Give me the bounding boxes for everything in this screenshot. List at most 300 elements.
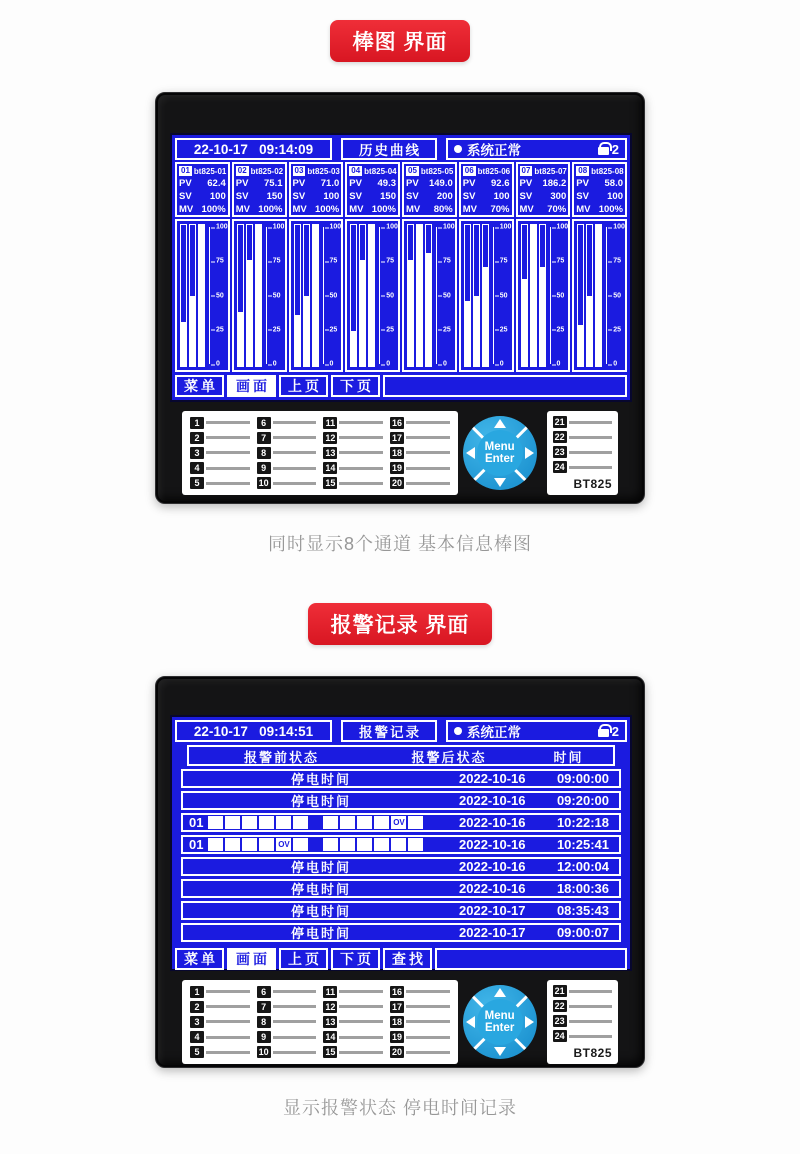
alarm-state-box	[340, 838, 355, 851]
enter-label: Enter	[484, 453, 515, 465]
key-cell	[190, 1031, 250, 1044]
axis-tick-label: 50	[556, 292, 565, 299]
key-16[interactable]: 16	[391, 986, 402, 997]
softkey-next-page[interactable]: 下页	[331, 375, 380, 397]
axis-tick-label: 25	[272, 326, 281, 334]
alarm-record-list	[181, 769, 621, 945]
alarm-channel-number: 01	[189, 837, 204, 852]
channel-tag: bt825-04	[364, 166, 397, 176]
key-cell	[390, 985, 450, 998]
axis-tick-label: 50	[443, 292, 451, 299]
record-time: 09:20:00	[556, 793, 609, 808]
key-cell	[190, 1046, 250, 1059]
key-cell	[257, 462, 317, 475]
channel-column	[175, 162, 230, 372]
key-line	[406, 1036, 450, 1039]
softkey-search[interactable]: 查找	[383, 948, 432, 970]
key-14[interactable]: 14	[325, 463, 336, 474]
channel-number: 03	[294, 166, 304, 175]
axis-tick-label: 75	[216, 257, 224, 265]
channel-number: 07	[521, 166, 531, 175]
sv-bar	[586, 224, 593, 367]
channel-tag: bt825-03	[307, 166, 340, 176]
key-3[interactable]: 3	[190, 447, 204, 459]
mv-bar	[425, 224, 432, 367]
key-9[interactable]: 9	[257, 462, 271, 474]
key-cell	[190, 431, 250, 444]
key-17[interactable]: 17	[391, 1001, 402, 1012]
lock-icon	[598, 147, 609, 155]
key-line	[406, 482, 450, 485]
axis-tick-label: 25	[443, 326, 451, 334]
key-15[interactable]: 15	[325, 1047, 336, 1058]
channel-number: 06	[464, 166, 474, 175]
key-line	[273, 436, 317, 439]
channel-info-box	[459, 162, 514, 217]
key-1[interactable]: 1	[190, 986, 204, 998]
key-cell	[190, 985, 250, 998]
axis-tick-label: 0	[499, 360, 504, 368]
pv-label: PV	[235, 178, 249, 189]
key-cell	[323, 446, 383, 459]
channel-column	[232, 162, 287, 372]
key-line	[273, 467, 317, 470]
pv-bar	[294, 224, 301, 367]
status-dot-icon	[454, 145, 462, 153]
bar-axis	[321, 224, 341, 367]
alarm-before-group	[208, 838, 310, 851]
pv-label: PV	[179, 178, 192, 189]
key-13[interactable]: 13	[325, 1016, 336, 1027]
channel-number: 04	[351, 166, 361, 175]
sv-value: 100	[493, 191, 510, 202]
softkey-screen[interactable]: 画面	[227, 948, 276, 970]
key-7[interactable]: 7	[257, 1001, 271, 1013]
key-18[interactable]: 18	[391, 1016, 402, 1027]
channel-bar-chart	[345, 219, 400, 372]
arrow-right-icon[interactable]	[525, 1016, 534, 1028]
channel-bar-chart	[402, 219, 457, 372]
mv-value: 100%	[371, 204, 396, 215]
axis-tick-label: 25	[499, 326, 508, 334]
arrow-left-icon[interactable]	[466, 447, 475, 459]
mv-value: 100%	[314, 204, 340, 215]
power-off-label: 停电时间	[290, 882, 351, 897]
datetime-display: 22-10-17 09:14:09	[175, 138, 332, 160]
axis-tick-label: 0	[329, 360, 334, 368]
key-line	[406, 421, 450, 424]
key-20[interactable]: 20	[391, 478, 402, 489]
softkey-menu	[175, 948, 627, 970]
key-12[interactable]: 12	[325, 1001, 336, 1012]
key-11[interactable]: 11	[323, 986, 337, 998]
sv-label: SV	[179, 191, 192, 202]
key-22[interactable]: 22	[554, 432, 565, 442]
record-time: 08:35:43	[556, 903, 609, 918]
key-line	[339, 1051, 383, 1054]
sv-label: SV	[576, 191, 589, 202]
key-line	[339, 990, 383, 993]
key-line	[273, 1036, 317, 1039]
key-21[interactable]: 21	[554, 417, 565, 427]
key-4[interactable]: 4	[190, 1031, 204, 1043]
alarm-state-box	[242, 816, 257, 829]
pv-label: PV	[292, 178, 306, 189]
key-cell	[390, 1031, 450, 1044]
record-date: 2022-10-16	[459, 771, 526, 786]
axis-tick-label: 75	[272, 257, 281, 265]
key-line	[273, 990, 317, 993]
arrow-down-icon[interactable]	[494, 1047, 506, 1056]
key-cell	[553, 1000, 612, 1012]
axis-tick-label: 75	[613, 257, 622, 265]
alarm-state-box	[374, 816, 389, 829]
key-23[interactable]: 23	[554, 447, 565, 457]
key-cell	[390, 416, 450, 429]
key-8[interactable]: 8	[257, 1016, 271, 1028]
menu-enter-button[interactable]	[463, 985, 537, 1059]
key-13[interactable]: 13	[325, 447, 336, 458]
sv-value: 200	[436, 191, 453, 202]
channel-info-box	[289, 162, 344, 217]
key-line	[206, 421, 250, 424]
channels-grid	[175, 162, 627, 372]
axis-tick-label: 75	[386, 257, 395, 265]
key-line	[339, 436, 383, 439]
key-cell	[190, 462, 250, 475]
key-cell	[257, 1046, 317, 1059]
key-cell	[257, 1000, 317, 1013]
key-line	[339, 1005, 383, 1008]
pv-value: 75.1	[264, 178, 283, 189]
key-line	[569, 1035, 612, 1038]
recorder-device-alarm-record	[155, 676, 645, 1068]
keypad-area	[172, 408, 628, 498]
sv-bar	[246, 224, 253, 367]
key-11[interactable]: 11	[323, 417, 337, 429]
bar-axis	[491, 224, 511, 367]
power-off-label: 停电时间	[290, 794, 351, 809]
softkey-filler	[435, 948, 627, 970]
key-21[interactable]: 21	[554, 986, 565, 996]
pv-value: 62.4	[207, 178, 226, 189]
key-12[interactable]: 12	[325, 432, 336, 443]
power-off-label: 停电时间	[290, 904, 351, 919]
mv-bar	[595, 224, 602, 367]
softkey-prev-page[interactable]: 上页	[279, 948, 328, 970]
key-20[interactable]: 20	[391, 1047, 402, 1058]
pv-label: PV	[576, 178, 589, 189]
pv-value: 58.0	[604, 178, 623, 189]
key-cell	[257, 477, 317, 490]
alarm-state-box	[208, 838, 223, 851]
key-line	[273, 482, 317, 485]
key-4[interactable]: 4	[190, 462, 204, 474]
mv-bar	[255, 224, 262, 367]
pv-value: 71.0	[320, 178, 340, 189]
key-line	[569, 421, 612, 424]
alarm-state-box	[408, 816, 423, 829]
alarm-record-row	[181, 857, 621, 876]
sv-label: SV	[235, 191, 249, 202]
axis-tick-label: 0	[613, 360, 618, 368]
right-keys-panel	[547, 411, 618, 495]
menu-label: Menu	[484, 1009, 515, 1022]
key-cell	[190, 1015, 250, 1028]
axis-tick-label: 100	[613, 223, 625, 231]
sv-value: 300	[550, 191, 567, 202]
key-cell	[190, 416, 250, 429]
key-line	[206, 1036, 250, 1039]
key-22[interactable]: 22	[554, 1001, 565, 1011]
mv-label: MV	[576, 204, 591, 215]
col-after-state: 报警后状态	[411, 750, 487, 765]
axis-tick-label: 0	[386, 360, 391, 368]
section-badge-bar-chart: 棒图 界面	[330, 20, 471, 62]
arrow-up-icon[interactable]	[494, 419, 506, 428]
alarm-state-box	[408, 838, 423, 851]
record-date: 2022-10-16	[459, 859, 526, 874]
alarm-state-box	[259, 838, 274, 851]
channel-info-box	[402, 162, 457, 217]
pv-label: PV	[462, 178, 476, 189]
power-off-label: 停电时间	[290, 772, 351, 787]
record-state-zone	[183, 793, 459, 808]
record-time: 10:25:41	[556, 837, 609, 852]
key-line	[406, 1020, 450, 1023]
key-18[interactable]: 18	[391, 447, 402, 458]
axis-tick-label: 50	[499, 292, 508, 299]
channel-bar-chart	[175, 219, 230, 372]
key-cell	[553, 416, 612, 428]
mv-label: MV	[462, 204, 477, 215]
screen-tab: 报警记录	[341, 720, 437, 742]
pv-bar	[577, 224, 584, 367]
key-8[interactable]: 8	[257, 447, 271, 459]
sv-bar	[530, 224, 537, 367]
key-10[interactable]: 10	[258, 478, 269, 489]
mv-value: 100%	[258, 204, 283, 215]
channel-tag: bt825-06	[477, 166, 511, 176]
key-7[interactable]: 7	[257, 432, 271, 444]
bar-axis	[264, 224, 284, 367]
sv-bar	[303, 224, 310, 367]
key-line	[273, 1020, 317, 1023]
alarm-after-group	[323, 816, 425, 829]
mv-label: MV	[179, 204, 194, 215]
status-text: 系统正常	[467, 725, 521, 740]
key-1[interactable]: 1	[190, 417, 204, 429]
pv-bar	[521, 224, 528, 367]
channel-column	[572, 162, 627, 372]
mv-value: 100%	[201, 204, 226, 215]
sv-label: SV	[519, 191, 533, 202]
alarm-record-row	[181, 813, 621, 832]
key-cell	[323, 1046, 383, 1059]
axis-tick-label: 25	[386, 326, 395, 334]
key-line	[206, 482, 250, 485]
key-19[interactable]: 19	[391, 1032, 402, 1043]
mv-label: MV	[406, 204, 421, 215]
key-3[interactable]: 3	[190, 1016, 204, 1028]
key-24[interactable]: 24	[554, 462, 565, 472]
key-line	[339, 451, 383, 454]
sv-value: 150	[266, 191, 283, 202]
axis-tick-label: 25	[216, 326, 224, 334]
record-time: 12:00:04	[556, 859, 609, 874]
key-6[interactable]: 6	[257, 417, 271, 429]
pv-label: PV	[349, 178, 362, 189]
mv-label: MV	[235, 204, 250, 215]
axis-tick-label: 50	[386, 292, 395, 299]
key-9[interactable]: 9	[257, 1031, 271, 1043]
key-line	[406, 990, 450, 993]
key-cell	[553, 1030, 612, 1042]
record-state-zone	[183, 925, 459, 940]
key-line	[339, 1020, 383, 1023]
channel-number: 01	[181, 166, 190, 175]
arrow-right-icon[interactable]	[525, 447, 534, 459]
axis-tick-label: 100	[216, 223, 228, 231]
alarm-record-row	[181, 791, 621, 810]
record-state-zone	[183, 859, 459, 874]
key-cell	[190, 1000, 250, 1013]
channel-number: 02	[237, 166, 247, 175]
axis-tick-label: 75	[329, 257, 338, 265]
alarm-record-row	[181, 923, 621, 942]
key-cell	[390, 1046, 450, 1059]
key-line	[569, 466, 612, 469]
bar-axis	[548, 224, 568, 367]
record-date: 2022-10-16	[459, 815, 526, 830]
record-time: 10:22:18	[556, 815, 609, 830]
key-2[interactable]: 2	[190, 432, 204, 444]
key-line	[339, 1036, 383, 1039]
key-cell	[323, 462, 383, 475]
key-cell	[323, 985, 383, 998]
key-6[interactable]: 6	[257, 986, 271, 998]
arrow-left-icon[interactable]	[466, 1016, 475, 1028]
channel-bar-chart	[289, 219, 344, 372]
mv-label: MV	[349, 204, 364, 215]
alarm-state-box	[293, 838, 308, 851]
sv-bar	[473, 224, 480, 367]
alarm-state-box	[225, 838, 240, 851]
key-cell	[190, 477, 250, 490]
softkey-prev-page[interactable]: 上页	[279, 375, 328, 397]
key-cell	[553, 446, 612, 458]
axis-tick-label: 100	[272, 223, 285, 231]
status-dot-icon	[454, 727, 462, 735]
key-cell	[323, 1031, 383, 1044]
col-time: 时间	[553, 750, 584, 765]
key-5[interactable]: 5	[190, 1046, 204, 1058]
key-15[interactable]: 15	[325, 478, 336, 489]
alarm-after-group	[323, 838, 425, 851]
pv-bar	[180, 224, 187, 367]
key-cell	[553, 461, 612, 473]
menu-enter-label[interactable]	[477, 430, 523, 476]
softkey-menu[interactable]: 菜单	[175, 948, 224, 970]
key-24[interactable]: 24	[554, 1031, 565, 1041]
key-line	[339, 421, 383, 424]
channel-tag: bt825-08	[591, 166, 624, 176]
menu-enter-button[interactable]	[463, 416, 537, 490]
axis-tick-label: 50	[272, 292, 281, 299]
axis-tick-label: 100	[386, 223, 398, 231]
arrow-up-icon[interactable]	[494, 988, 506, 997]
alarm-state-box: OV	[278, 840, 290, 849]
mv-bar	[312, 224, 319, 367]
key-line	[406, 451, 450, 454]
key-line	[206, 1051, 250, 1054]
key-10[interactable]: 10	[258, 1047, 269, 1058]
lock-icon	[598, 729, 609, 737]
enter-label: Enter	[484, 1022, 515, 1034]
key-17[interactable]: 17	[391, 432, 402, 443]
key-cell	[390, 462, 450, 475]
alarm-channel-number: 01	[189, 815, 204, 830]
key-19[interactable]: 19	[391, 463, 402, 474]
mv-value: 70%	[547, 204, 567, 215]
key-line	[206, 990, 250, 993]
sv-label: SV	[292, 191, 306, 202]
record-state-zone	[183, 837, 459, 852]
key-line	[273, 1005, 317, 1008]
screen-header	[175, 720, 627, 742]
alarm-record-row	[181, 879, 621, 898]
channel-bar-chart	[459, 219, 514, 372]
channel-column	[459, 162, 514, 372]
alarm-record-row	[181, 769, 621, 788]
key-14[interactable]: 14	[325, 1032, 336, 1043]
status-box	[446, 138, 627, 160]
softkey-menu[interactable]: 菜单	[175, 375, 224, 397]
key-16[interactable]: 16	[391, 417, 402, 428]
power-off-label: 停电时间	[290, 926, 351, 941]
key-cell	[390, 431, 450, 444]
axis-tick-label: 100	[499, 223, 512, 231]
record-state-zone	[183, 771, 459, 786]
key-23[interactable]: 23	[554, 1016, 565, 1026]
key-cell	[323, 1000, 383, 1013]
channel-column	[289, 162, 344, 372]
key-line	[569, 990, 612, 993]
channel-column	[516, 162, 571, 372]
key-cell	[323, 431, 383, 444]
key-5[interactable]: 5	[190, 477, 204, 489]
record-state-zone	[183, 903, 459, 918]
softkey-screen[interactable]: 画面	[227, 375, 276, 397]
menu-enter-label[interactable]	[477, 999, 523, 1045]
pv-value: 186.2	[542, 178, 567, 189]
arrow-down-icon[interactable]	[494, 478, 506, 487]
alarm-table-header	[187, 745, 615, 766]
channel-tag: bt825-02	[250, 166, 284, 176]
sv-value: 100	[607, 191, 623, 202]
record-time: 09:00:00	[556, 771, 609, 786]
key-line	[406, 467, 450, 470]
key-2[interactable]: 2	[190, 1001, 204, 1013]
key-line	[206, 451, 250, 454]
record-date: 2022-10-16	[459, 793, 526, 808]
softkey-next-page[interactable]: 下页	[331, 948, 380, 970]
key-cell	[323, 1015, 383, 1028]
key-cell	[323, 477, 383, 490]
key-line	[273, 1051, 317, 1054]
mv-bar	[198, 224, 205, 367]
record-date: 2022-10-16	[459, 881, 526, 896]
